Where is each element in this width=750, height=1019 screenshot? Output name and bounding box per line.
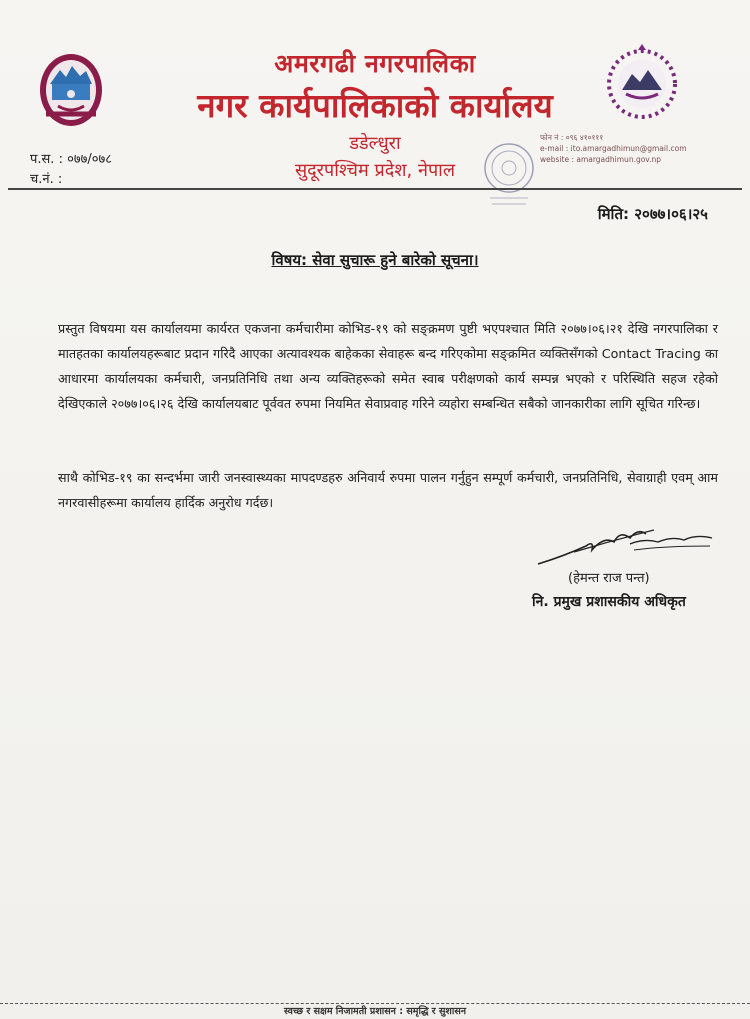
letter-subject: विषय: सेवा सुचारू हुने बारेको सूचना। (271, 251, 479, 269)
office-name: नगर कार्यपालिकाको कार्यालय (197, 86, 553, 125)
district-name: डडेल्धुरा (349, 133, 401, 154)
body-paragraph-1: प्रस्तुत विषयमा यस कार्यालयमा कार्यरत एकजना कर्मचारीमा कोभिड-१९ को सङ्क्रमण पुष्टी भएपश्चात मिति २०७७।०६।२१ देखि नगरपालिका र मातहतका कार्यालयहरूबाट प्रदान गरिदै आएका अत्यावश्यक बाहेकका सेवाहरू बन्द गरिएकोमा सङ्क्रमित व्यक्तिसँगको Contact Tracing का आधारमा कार्यालयका कर्मचारी, जनप्रतिनिधि तथा अन्य व्यक्तिहरूको समेत स्वाब परीक्षणको कार्य सम्पन्न भएको र परिस्थिति सहज रहेको देखिएकाले २०७७।०६।२६ देखि कार्यालयबाट पूर्ववत रुपमा नियमित सेवाप्रवाह गरिने व्यहोरा सम्बन्धित सबैको जानकारीका लागि सूचित गरिन्छ। (58, 321, 718, 411)
phone-number: फोन नं : ०९६ ४१०१११ (540, 133, 604, 142)
letter-date: मिति: २०७७।०६।२५ (597, 205, 708, 223)
municipality-name: अमरगढी नगरपालिका (274, 49, 476, 78)
signatory-name: (हेमन्त राज पन्त) (568, 571, 650, 586)
header-divider (8, 188, 742, 190)
letter-reference-number: प.स. : ०७७/०७८ (30, 152, 113, 167)
province-name: सुदूरपश्चिम प्रदेश, नेपाल (294, 160, 456, 181)
email-address: e-mail : ito.amargadhimun@gmail.com (540, 144, 687, 153)
body-paragraph-2: साथै कोभिड-१९ का सन्दर्भमा जारी जनस्वास्थ्यका मापदण्डहरु अनिवार्य रुपमा पालन गर्नुहुन सम्पूर्ण कर्मचारी, जनप्रतिनिधि, सेवाग्राही एवम् आम नगरवासीहरूमा कार्यालय हार्दिक अनुरोध गर्दछ। (58, 470, 718, 510)
reference-block (30, 150, 112, 190)
signatory-title: नि. प्रमुख प्रशासकीय अधिकृत (532, 594, 686, 610)
handwritten-signature-icon (534, 516, 724, 574)
contact-block (540, 132, 687, 165)
website-address: website : amargadhimun.gov.np (540, 155, 662, 164)
footer-motto: स्वच्छ र सक्षम निजामती प्रशासन : समृद्धि र सुशासन (283, 1006, 467, 1017)
office-stamp-icon (474, 138, 544, 210)
dispatch-number: च.नं. : (30, 172, 63, 187)
